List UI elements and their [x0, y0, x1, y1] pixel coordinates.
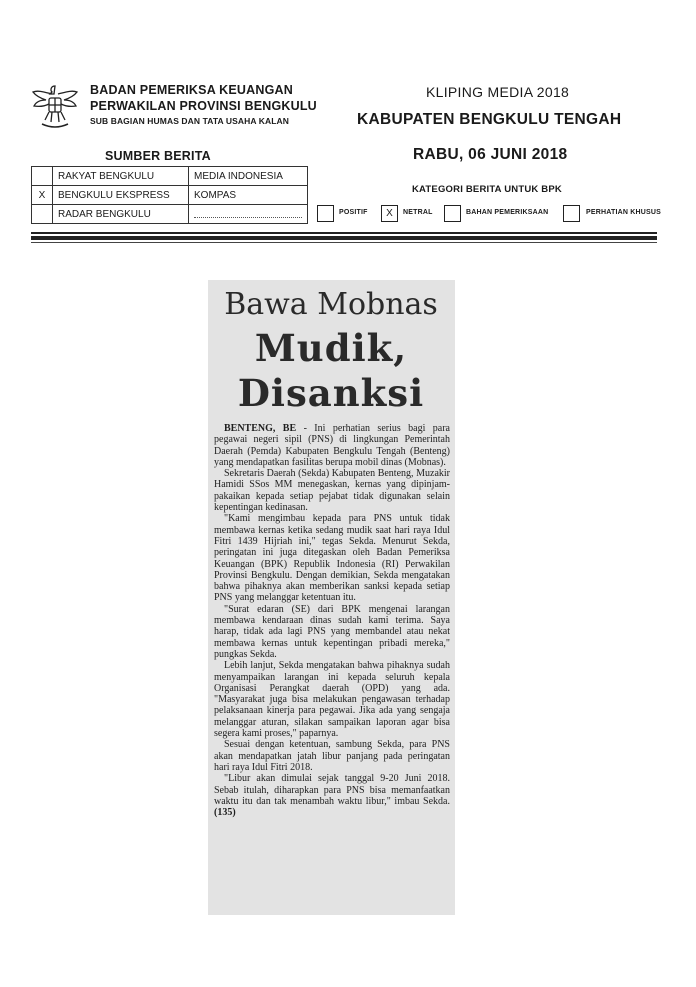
category-checkbox-khusus — [563, 205, 580, 222]
category-label-bahan: BAHAN PEMERIKSAAN — [466, 209, 549, 216]
kabupaten-title: KABUPATEN BENGKULU TENGAH — [357, 111, 622, 128]
headline-line-2: Disanksi — [237, 371, 425, 415]
source-name: MEDIA INDONESIA — [189, 167, 308, 186]
article-paragraph: Sekretaris Daerah (Sekda) Kabupaten Benteng, Muzakir Hamidi SSos MM menegaskan, kernas yang dipinjam-pakaikan kepada setiap pejabat tidak digunakan selain kepentingan kedinasan. — [214, 468, 450, 514]
org-name: BADAN PEMERIKSA KEUANGAN — [90, 83, 293, 97]
article-dateline: BENTENG, BE — [224, 423, 297, 434]
article-body — [214, 423, 450, 818]
date-title: RABU, 06 JUNI 2018 — [413, 146, 568, 163]
category-label-khusus: PERHATIAN KHUSUS — [586, 209, 662, 216]
source-name: RAKYAT BENGKULU — [53, 167, 189, 186]
article-paragraph: "Surat edaran (SE) dari BPK mengenai larangan membawa kendaraan dinas sudah kami terima. Saya harap, tidak ada lagi PNS yang membandel atau nekat membawa kernas untuk kepentingan pribadi mereka," pungkas Sekda. — [214, 603, 450, 660]
article-paragraph — [214, 423, 450, 468]
article-paragraph: Lebih lanjut, Sekda mengatakan bahwa pihaknya sudah menyampaikan larangan ini kepada seluruh kepala Organisasi Perangkat daerah (OPD) yang ada. "Masyarakat juga bisa melakukan pengawasan terhadap pelaksanaan kinerja para pegawai. Jika ada yang sengaja melanggar aturan, silakan sampaikan laporan agar bisa segera kami proses," paparnya. — [214, 660, 450, 740]
article-text: - Ini perhatian serius bagi para pegawai negeri sipil (PNS) di lingkungan Pemerintah Daerah (Pemda) Kabupaten Bengkulu Tengah (Benteng) yang mendapatkan fasilitas berupa mobil dinas (Mobnas). — [214, 423, 450, 468]
source-mark — [32, 167, 53, 186]
source-mark — [32, 205, 53, 224]
category-label-positif: POSITIF — [339, 209, 368, 216]
source-name: KOMPAS — [189, 186, 308, 205]
source-mark: X — [32, 186, 53, 205]
garuda-emblem-icon — [30, 80, 80, 132]
org-subdivision: SUB BAGIAN HUMAS DAN TATA USAHA KALAN — [90, 116, 290, 126]
divider — [31, 232, 657, 234]
article-paragraph — [214, 773, 450, 818]
divider — [31, 242, 657, 243]
sumber-berita-title: SUMBER BERITA — [105, 149, 211, 163]
kliping-title: KLIPING MEDIA 2018 — [426, 84, 570, 100]
category-checkbox-positif — [317, 205, 334, 222]
org-branch: PERWAKILAN PROVINSI BENGKULU — [90, 99, 317, 113]
headline-line-1: Mudik, — [254, 326, 408, 370]
category-checkbox-netral: X — [381, 205, 398, 222]
table-row — [32, 167, 308, 186]
table-row — [32, 186, 308, 205]
headline-kicker: Bawa Mobnas — [224, 287, 438, 322]
table-row — [32, 205, 308, 224]
article-text: "Libur akan dimulai sejak tanggal 9-20 Juni 2018. Sebab itulah, diharapkan para PNS bisa memanfaatkan waktu itu dan tak menambah waktu libur," imbau Sekda. — [214, 773, 450, 807]
category-label-netral: NETRAL — [403, 209, 433, 216]
article-paragraph: "Kami mengimbau kepada para PNS untuk tidak membawa kernas ketika sedang mudik saat hari raya Idul Fitri 1439 Hijriah ini," tegas Sekda. Menurut Sekda, peringatan ini juga ditegaskan oleh Badan Pemeriksa Keuangan (BPK) Republik Indonesia (RI) Perwakilan Provinsi Bengkulu. Dengan demikian, Sekda mengatakan bahwa pihaknya akan memberikan sanksi kepada setiap PNS yang melanggar ketentuan itu. — [214, 513, 450, 604]
source-name: RADAR BENGKULU — [53, 205, 189, 224]
source-name: BENGKULU EKSPRESS — [53, 186, 189, 205]
divider — [31, 236, 657, 240]
source-blank-line — [189, 205, 308, 224]
kategori-title: KATEGORI BERITA UNTUK BPK — [412, 184, 562, 195]
article-paragraph: Sesuai dengan ketentuan, sambung Sekda, para PNS akan mendapatkan jatah libur panjang pada peringatan hari raya Idul Fitri 2018. — [214, 739, 450, 773]
article-signoff: (135) — [214, 807, 236, 819]
sumber-berita-table — [31, 166, 308, 224]
category-checkbox-bahan — [444, 205, 461, 222]
